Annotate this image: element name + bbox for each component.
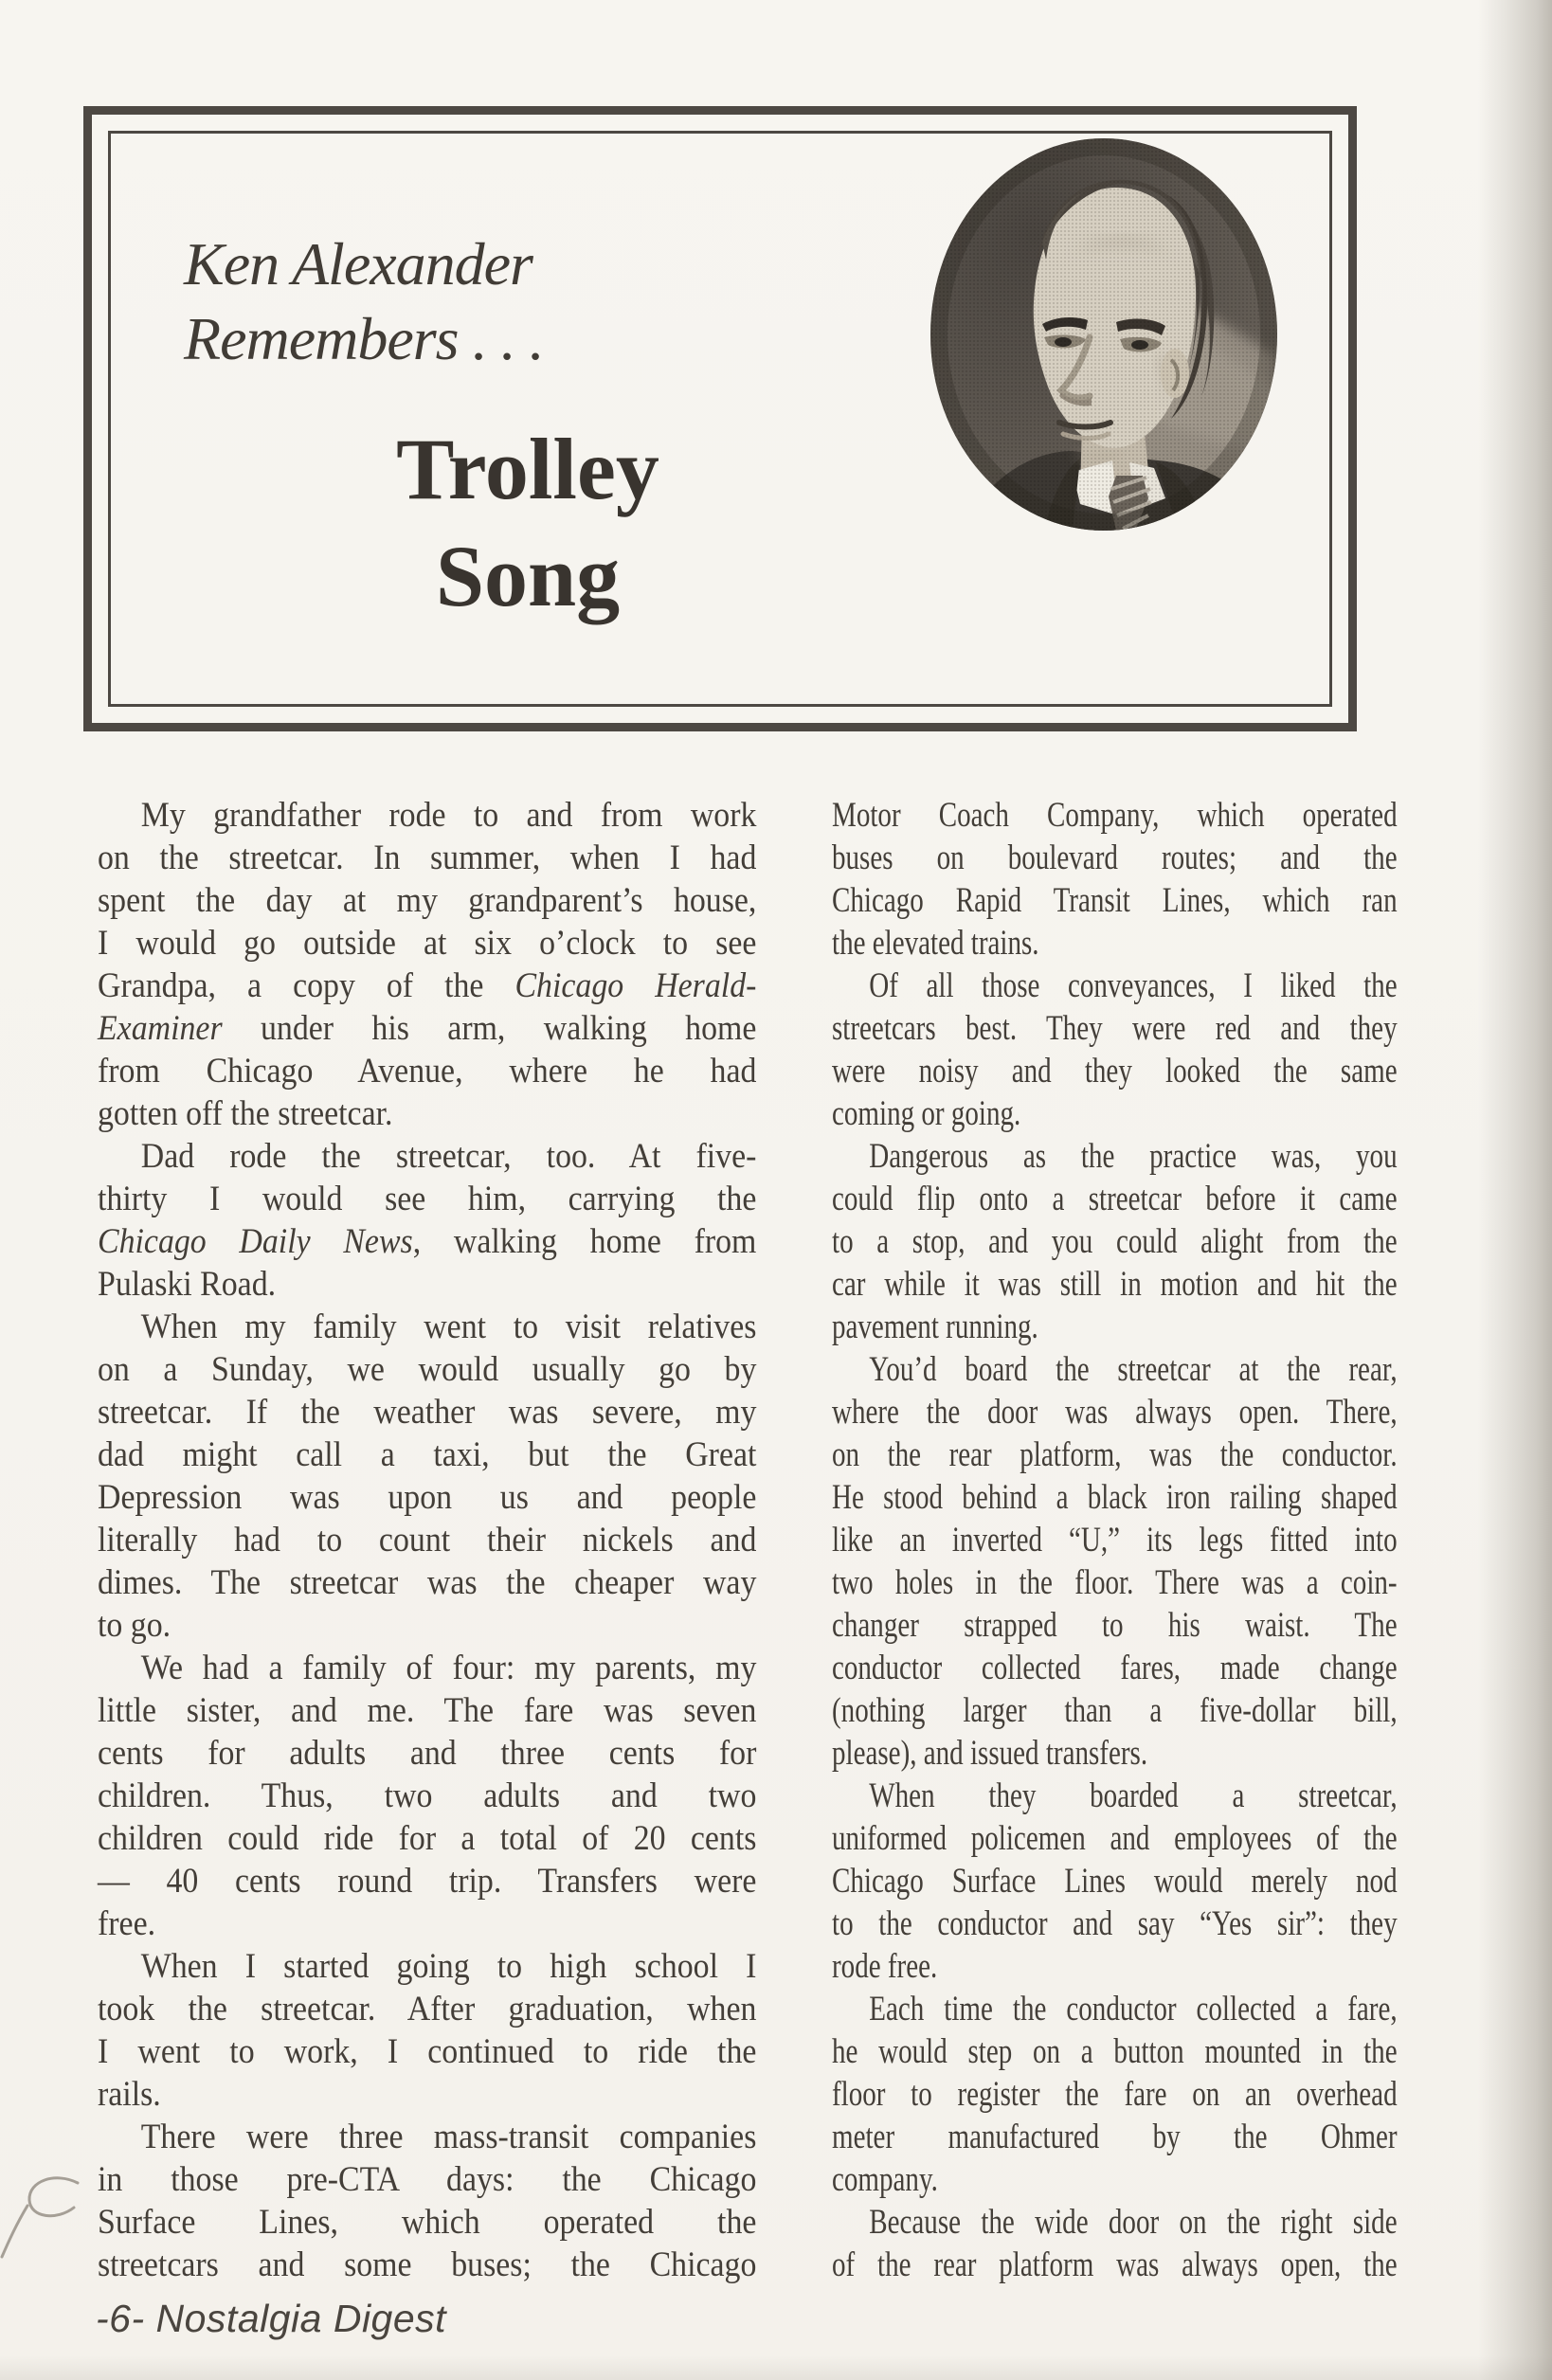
title-line-2: Song [435,528,621,624]
text-line: streetcars and some buses; the Chicago [98,2245,757,2284]
text-line: spent the day at my grandparent’s house, [98,881,757,920]
text-line: dimes. The streetcar was the cheaper way [98,1563,757,1602]
text-line: Pulaski Road. [98,1265,277,1304]
page-footer [96,2297,446,2341]
text-line: Dad rode the streetcar, too. At five- [140,1137,757,1176]
page-number: -6- [96,2297,145,2340]
text-line: When I started going to high school I [140,1947,757,1986]
text-line: Each time the conductor collected a fare, [869,1990,1398,2028]
text-line: When they boarded a streetcar, [869,1776,1398,1815]
text-line: on the rear platform, was the conductor. [832,1435,1398,1474]
text-line: two holes in the floor. There was a coin- [832,1563,1398,1602]
page-curl-shadow [1478,0,1552,2380]
text-line: Motor Coach Company, which operated [832,796,1398,835]
text-line: My grandfather rode to and from work [140,796,757,835]
text-line: I would go outside at six o’clock to see [98,924,757,963]
text-line: conductor collected fares, made change [832,1649,1398,1687]
text-line: where the door was always open. There, [832,1393,1398,1432]
author-portrait-photo [930,138,1277,531]
text-line: Dangerous as the practice was, you [869,1137,1398,1176]
text-line: to a stop, and you could alight from the [832,1222,1398,1261]
text-line: on a Sunday, we would usually go by [98,1350,757,1389]
article-title [244,416,812,630]
text-line: please), and issued transfers. [832,1734,1148,1773]
text-line: rails. [98,2075,161,2114]
text-line: coming or going. [832,1094,1021,1133]
text-line: We had a family of four: my parents, my [140,1649,757,1687]
text-line: uniformed policemen and employees of the [832,1819,1398,1858]
text-line: dad might call a taxi, but the Great [98,1435,757,1474]
text-line: cents for adults and three cents for [98,1734,757,1773]
article-byline [184,226,544,376]
text-line: in those pre-CTA days: the Chicago [98,2160,757,2199]
text-line: Of all those conveyances, I liked the [869,966,1398,1005]
text-line: Chicago Surface Lines would merely nod [832,1862,1398,1901]
text-line: pavement running. [832,1307,1038,1346]
text-line: Examiner under his arm, walking home [98,1009,757,1048]
text-line: gotten off the streetcar. [98,1094,393,1133]
text-line: rode free. [832,1947,938,1986]
text-line: Because the wide door on the right side [869,2203,1398,2242]
text-line: Depression was upon us and people [98,1478,757,1517]
text-line: streetcars best. They were red and they [832,1009,1398,1048]
text-line: he would step on a button mounted in the [832,2032,1398,2071]
text-line: thirty I would see him, carrying the [98,1180,757,1218]
page-bottom-shadow [0,2355,1552,2380]
text-line: I went to work, I continued to ride the [98,2032,757,2071]
text-line: Chicago Daily News, walking home from [98,1222,757,1261]
text-line: little sister, and me. The fare was seven [98,1691,757,1730]
text-line: changer strapped to his waist. The [832,1606,1398,1645]
text-line: Grandpa, a copy of the Chicago Herald- [98,966,757,1005]
text-line: floor to register the fare on an overhead [832,2075,1398,2114]
text-line: took the streetcar. After graduation, when [98,1990,757,2028]
text-line: streetcar. If the weather was severe, my [98,1393,757,1432]
text-line: on the streetcar. In summer, when I had [98,838,757,877]
text-line: There were three mass-transit companies [140,2118,757,2156]
text-line: Surface Lines, which operated the [98,2203,757,2242]
magazine-name: Nostalgia Digest [155,2297,447,2340]
text-line: He stood behind a black iron railing shaped [832,1478,1398,1517]
text-line: — 40 cents round trip. Transfers were [98,1862,757,1901]
text-line: could flip onto a streetcar before it came [832,1180,1398,1218]
column-left [98,794,756,2286]
text-line: to the conductor and say “Yes sir”: they [832,1904,1398,1943]
text-line: meter manufactured by the Ohmer [832,2118,1398,2156]
text-line: children. Thus, two adults and two [98,1776,757,1815]
text-line: the elevated trains. [832,924,1039,963]
text-line: children could ride for a total of 20 cents [98,1819,757,1858]
text-line: free. [98,1904,156,1943]
text-line: You’d board the streetcar at the rear, [869,1350,1398,1389]
text-line: to go. [98,1606,171,1645]
text-line: from Chicago Avenue, where he had [98,1052,757,1091]
column-right [832,794,1398,2286]
text-line: of the rear platform was always open, the [832,2245,1398,2284]
text-line: Chicago Rapid Transit Lines, which ran [832,881,1398,920]
text-line: buses on boulevard routes; and the [832,838,1398,877]
title-line-1: Trolley [396,421,659,517]
text-line: literally had to count their nickels and [98,1521,757,1560]
byline-line-1: Ken Alexander [184,230,532,298]
text-line: company. [832,2160,938,2199]
portrait-illustration [930,138,1277,531]
pen-mark-artifact [0,2166,95,2270]
text-line: like an inverted “U,” its legs fitted into [832,1521,1398,1560]
text-line: car while it was still in motion and hit the [832,1265,1398,1304]
byline-line-2: Remembers . . . [184,305,544,372]
text-line: (nothing larger than a five-dollar bill, [832,1691,1398,1730]
text-line: were noisy and they looked the same [832,1052,1398,1091]
text-line: When my family went to visit relatives [140,1307,757,1346]
